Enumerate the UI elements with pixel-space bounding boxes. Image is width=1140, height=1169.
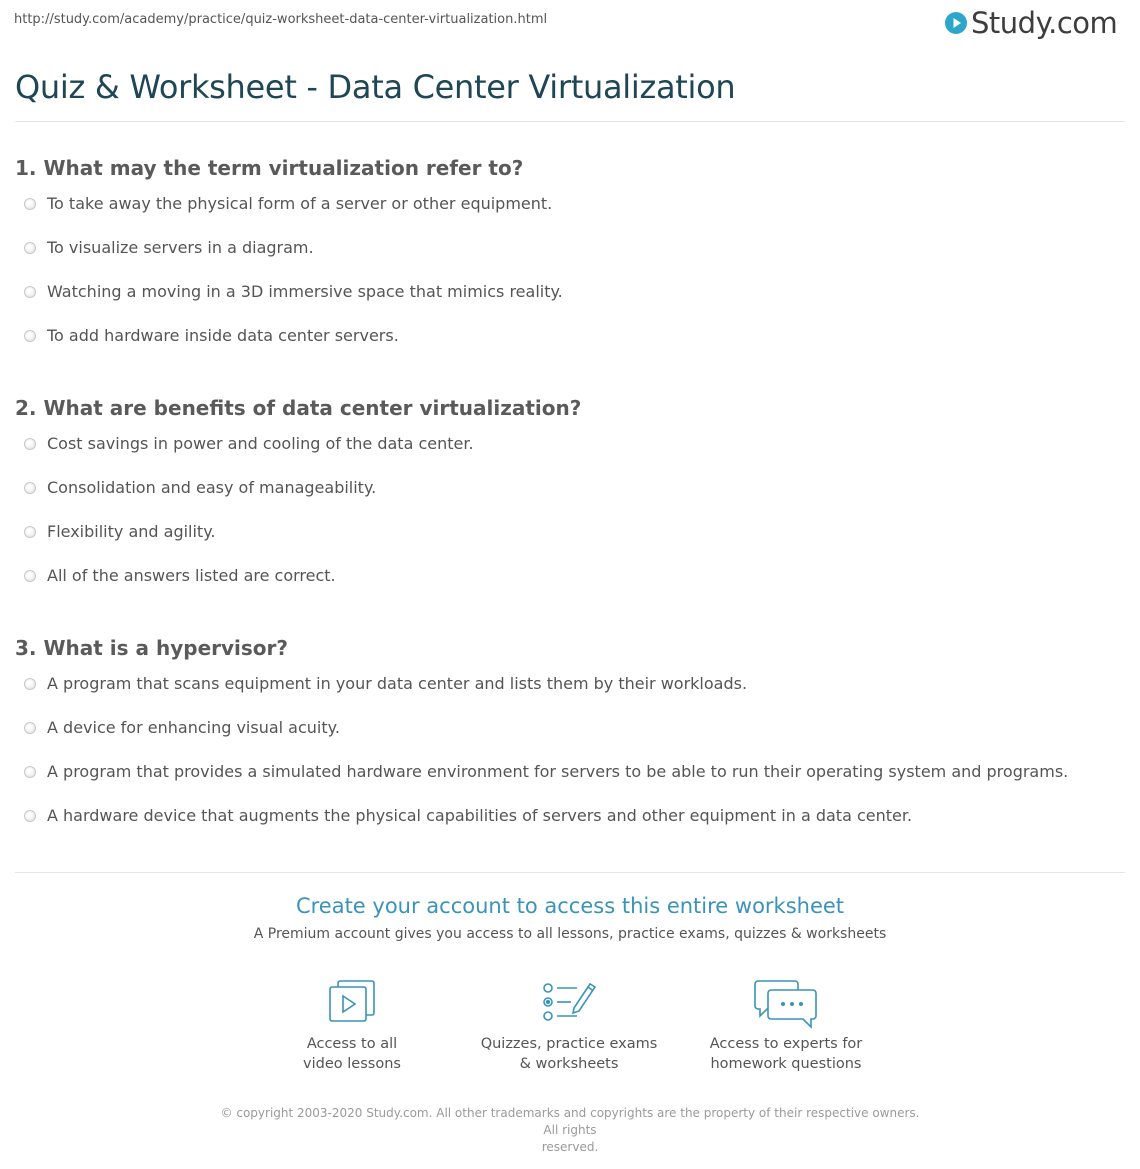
radio-button[interactable] <box>24 438 36 450</box>
play-logo-icon <box>944 11 968 35</box>
answer-option[interactable] <box>15 718 1125 762</box>
feature-experts <box>691 978 881 1074</box>
feature-line: Quizzes, practice exams <box>480 1036 658 1052</box>
promo-divider <box>15 872 1125 873</box>
footer-line: © copyright 2003-2020 Study.com. All other trademarks and copyrights are the property of their respective owners. All rights <box>220 1106 920 1137</box>
footer-line: reserved. <box>541 1140 599 1154</box>
feature-video-lessons <box>257 978 447 1074</box>
radio-button[interactable] <box>24 242 36 254</box>
answer-option[interactable] <box>15 762 1125 806</box>
answer-option[interactable] <box>15 238 1125 282</box>
radio-button[interactable] <box>24 722 36 734</box>
radio-button[interactable] <box>24 330 36 342</box>
answer-text: Cost savings in power and cooling of the data center. <box>47 434 474 453</box>
answer-option[interactable] <box>15 566 1125 610</box>
answer-option[interactable] <box>15 194 1125 238</box>
feature-line: video lessons <box>303 1056 401 1072</box>
feature-quizzes <box>474 978 664 1074</box>
feature-line: & worksheets <box>519 1056 619 1072</box>
feature-line: homework questions <box>710 1056 862 1072</box>
answer-option[interactable] <box>15 434 1125 478</box>
answer-text: A program that scans equipment in your data center and lists them by their workloads. <box>47 674 748 693</box>
answer-text: A device for enhancing visual acuity. <box>47 718 340 737</box>
answer-text: Watching a moving in a 3D immersive space that mimics reality. <box>47 282 563 301</box>
answer-text: To add hardware inside data center servers. <box>47 326 399 345</box>
question-3 <box>15 636 1125 850</box>
answer-text: A hardware device that augments the physical capabilities of servers and other equipment in a data center. <box>47 806 913 825</box>
title-divider <box>15 121 1125 122</box>
page-url: http://study.com/academy/practice/quiz-worksheet-data-center-virtualization.html <box>14 12 548 27</box>
radio-button[interactable] <box>24 810 36 822</box>
radio-button[interactable] <box>24 766 36 778</box>
question-title: 1. What may the term virtualization refer to? <box>15 156 524 180</box>
answer-option[interactable] <box>15 282 1125 326</box>
question-title: 2. What are benefits of data center virtualization? <box>15 396 582 420</box>
copyright-footer <box>215 1105 925 1156</box>
answer-option[interactable] <box>15 326 1125 370</box>
answer-text: All of the answers listed are correct. <box>47 566 336 585</box>
quiz-checklist-icon <box>541 978 597 1026</box>
question-title: 3. What is a hypervisor? <box>15 636 288 660</box>
study-logo[interactable] <box>944 6 1117 40</box>
answer-option[interactable] <box>15 478 1125 522</box>
video-lessons-icon <box>326 978 378 1026</box>
answer-option[interactable] <box>15 522 1125 566</box>
answer-option[interactable] <box>15 806 1125 850</box>
page-title: Quiz & Worksheet - Data Center Virtualization <box>15 68 736 106</box>
answer-option[interactable] <box>15 674 1125 718</box>
answer-text: To take away the physical form of a server or other equipment. <box>47 194 553 213</box>
question-1 <box>15 156 1125 370</box>
feature-line: Access to all <box>306 1036 398 1052</box>
radio-button[interactable] <box>24 198 36 210</box>
radio-button[interactable] <box>24 482 36 494</box>
radio-button[interactable] <box>24 526 36 538</box>
create-account-link[interactable]: Create your account to access this entire worksheet <box>295 894 845 918</box>
radio-button[interactable] <box>24 678 36 690</box>
answer-text: A program that provides a simulated hardware environment for servers to be able to run their operating system and programs. <box>47 762 1069 781</box>
promo-subtitle: A Premium account gives you access to all lessons, practice exams, quizzes & worksheets <box>253 926 887 942</box>
logo-text: Study.com <box>971 6 1118 40</box>
answer-text: Consolidation and easy of manageability. <box>47 478 377 497</box>
answer-text: To visualize servers in a diagram. <box>47 238 314 257</box>
feature-line: Access to experts for <box>709 1036 863 1052</box>
radio-button[interactable] <box>24 570 36 582</box>
radio-button[interactable] <box>24 286 36 298</box>
question-2 <box>15 396 1125 610</box>
answer-text: Flexibility and agility. <box>47 522 216 541</box>
chat-bubbles-icon <box>753 978 819 1030</box>
